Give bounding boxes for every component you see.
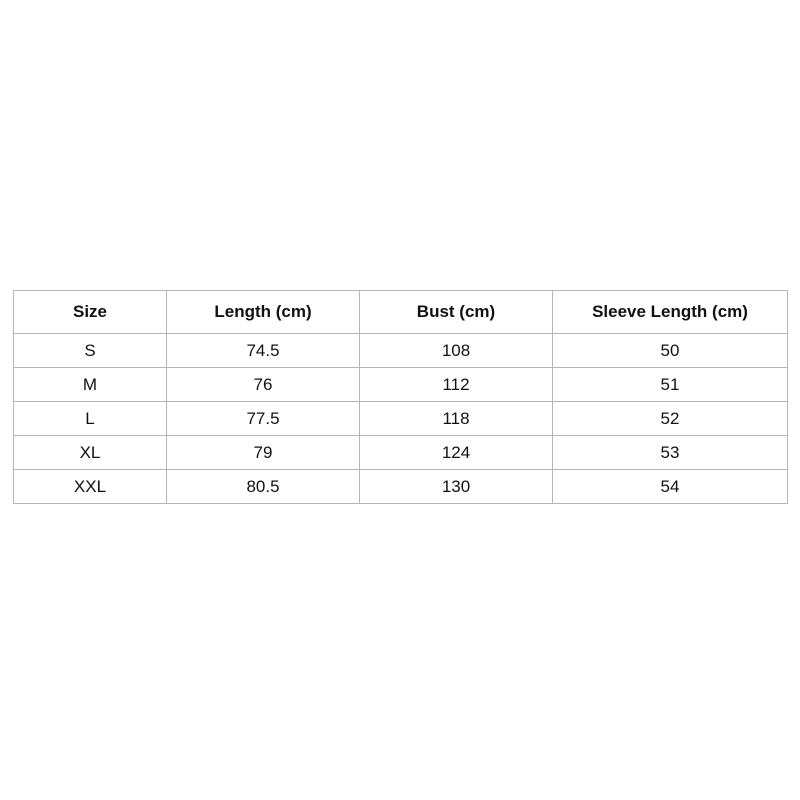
cell-length: 76 <box>167 368 360 402</box>
table-row <box>14 368 788 402</box>
cell-length: 79 <box>167 436 360 470</box>
cell-sleeve-length: 54 <box>553 470 788 504</box>
header-size: Size <box>14 291 167 334</box>
cell-bust: 112 <box>360 368 553 402</box>
cell-bust: 124 <box>360 436 553 470</box>
cell-bust: 118 <box>360 402 553 436</box>
cell-size: XL <box>14 436 167 470</box>
header-length: Length (cm) <box>167 291 360 334</box>
cell-sleeve-length: 52 <box>553 402 788 436</box>
cell-size: L <box>14 402 167 436</box>
cell-length: 80.5 <box>167 470 360 504</box>
cell-length: 74.5 <box>167 334 360 368</box>
header-bust: Bust (cm) <box>360 291 553 334</box>
cell-bust: 108 <box>360 334 553 368</box>
header-sleeve-length: Sleeve Length (cm) <box>553 291 788 334</box>
table-row <box>14 436 788 470</box>
table-header-row <box>14 291 788 334</box>
cell-bust: 130 <box>360 470 553 504</box>
table-row <box>14 334 788 368</box>
cell-length: 77.5 <box>167 402 360 436</box>
size-chart-table <box>13 290 788 504</box>
cell-sleeve-length: 51 <box>553 368 788 402</box>
cell-sleeve-length: 50 <box>553 334 788 368</box>
table-row <box>14 402 788 436</box>
table-row <box>14 470 788 504</box>
cell-sleeve-length: 53 <box>553 436 788 470</box>
cell-size: S <box>14 334 167 368</box>
cell-size: M <box>14 368 167 402</box>
cell-size: XXL <box>14 470 167 504</box>
